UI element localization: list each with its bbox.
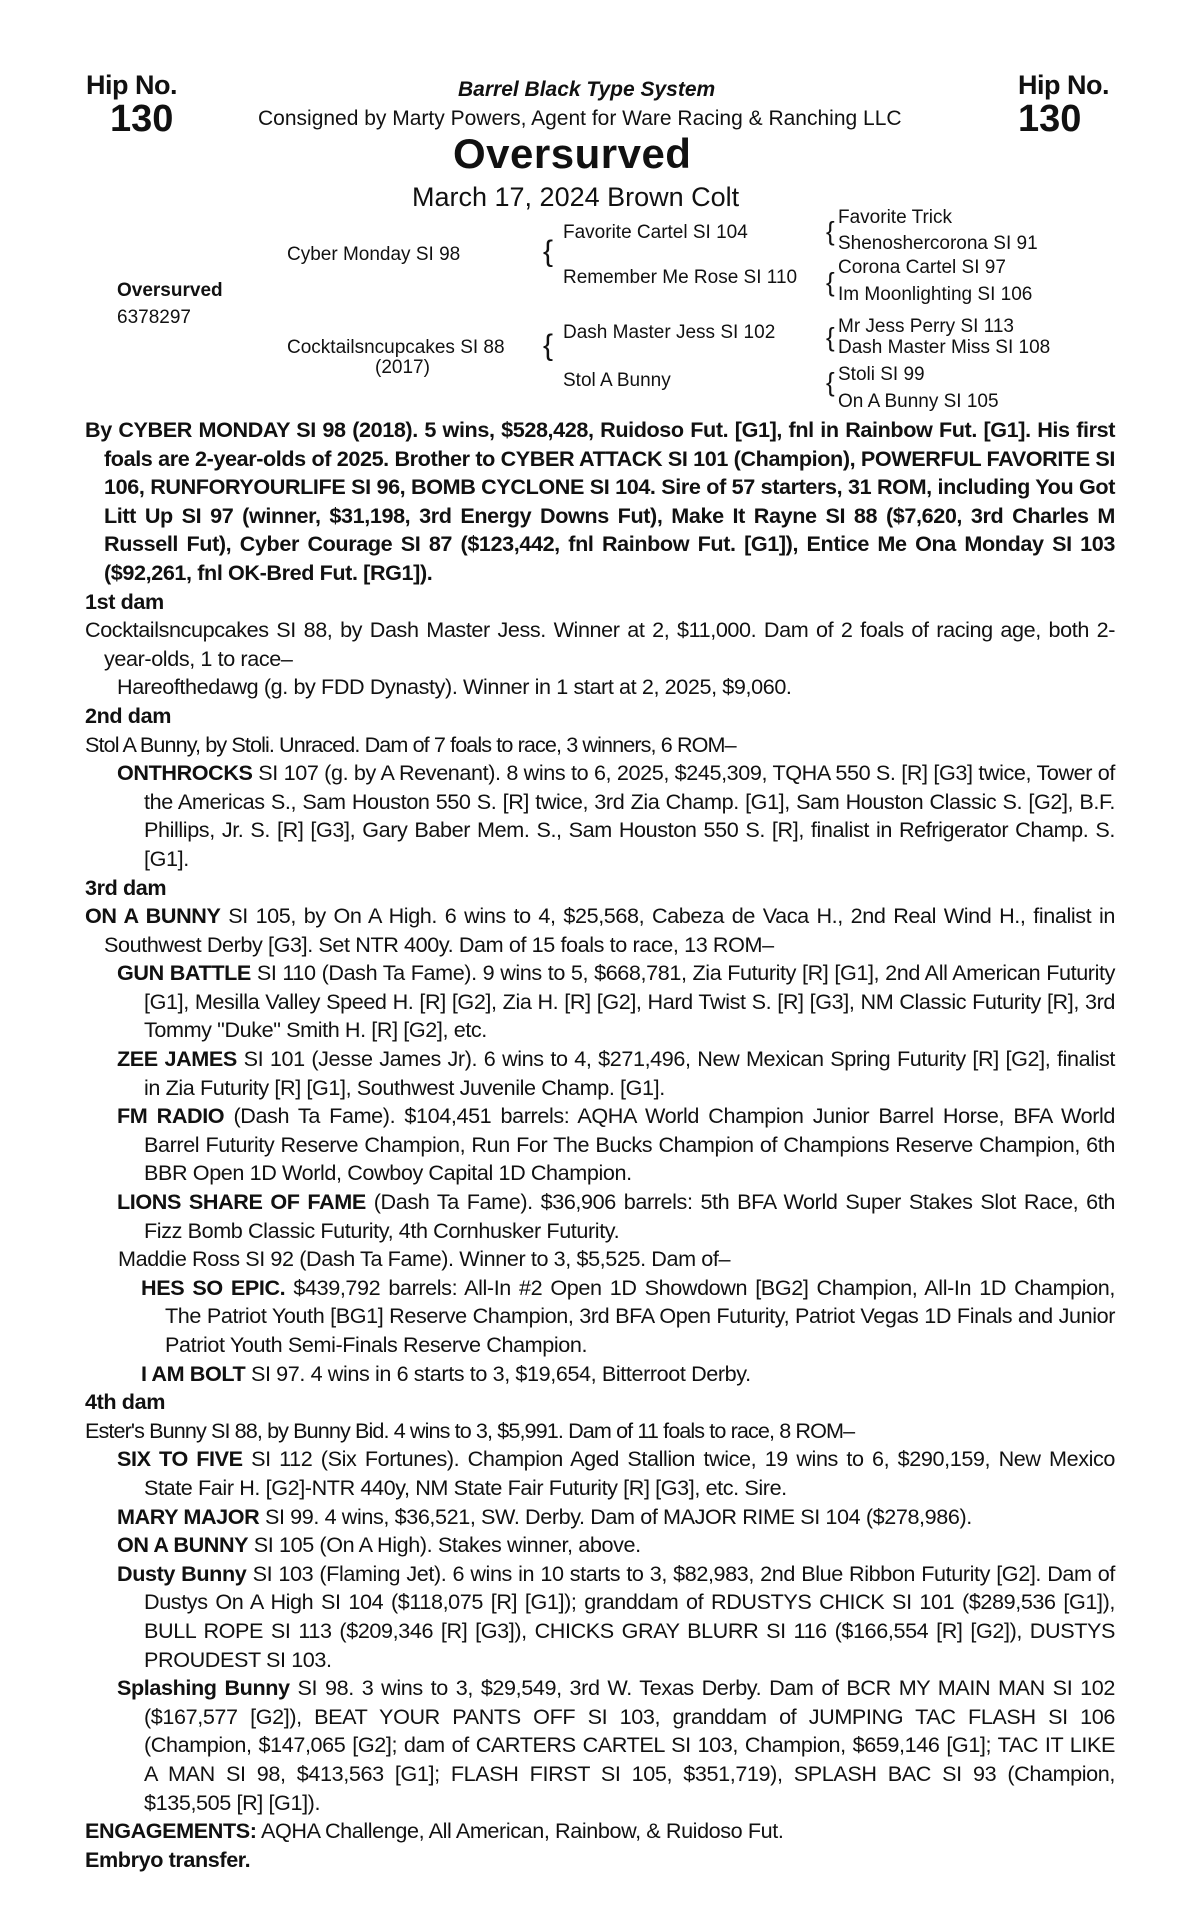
sire-paragraph: By CYBER MONDAY SI 98 (2018). 5 wins, $528,428, Ruidoso Fut. [G1], fnl in Rainbow Fut. [G1]. His first foals are 2-year-olds of 2025. Brother to CYBER ATTACK SI 101 (Champion), POWERFUL FAVORITE SI 106, RUNFORYOURLIFE SI 96, BOMB CYCLONE SI 104. Sire of 57 starters, 31 ROM, including You Got Litt Up SI 97 (winner, $31,198, 3rd Energy Downs Fut), Make It Rayne SI 88 ($7,620, 3rd Charles M Russell Fut), Cyber Courage SI 87 ($123,442, fnl Rainbow Fut. [G1]), Entice Me Ona Monday SI 103 ($92,261, fnl OK-Bred Fut. [RG1]).	[85, 417, 1115, 585]
consignor-line: Consigned by Marty Powers, Agent for Ware Racing & Ranching LLC	[258, 107, 902, 130]
dam4-produce-1	[85, 1445, 1115, 1502]
pedigree-gg8: On A Bunny SI 105	[838, 391, 999, 412]
produce-text: SI 107 (g. by A Revenant). 8 wins to 6, 2025, $245,309, TQHA 550 S. [R] [G3] twice, Tower of the Americas S., Sam Houston 550 S. [R] twice, 3rd Zia Champ. [G1], Sam Houston Classic S. [G2], B.F. Phillips, Jr. S. [R] [G3], Gary Baber Mem. S., Sam Houston 550 S. [R], finalist in Refrigerator Champ. S. [G1].	[144, 760, 1115, 871]
produce-name: LIONS SHARE OF FAME	[117, 1189, 366, 1215]
brace-g4: {	[826, 367, 835, 397]
pedigree-gg2: Shenoshercorona SI 91	[838, 233, 1038, 254]
dam4-text: Ester's Bunny SI 88, by Bunny Bid. 4 wins to 3, $5,991. Dam of 11 foals to race, 8 ROM–	[85, 1417, 855, 1443]
produce-name: HES SO EPIC.	[141, 1274, 286, 1300]
engagements	[85, 1817, 1115, 1846]
pedigree-sire-sire: Favorite Cartel SI 104	[563, 222, 748, 243]
dam3-produce-5: Maddie Ross SI 92 (Dash Ta Fame). Winner to 3, $5,525. Dam of–	[118, 1246, 731, 1272]
hip-label-right: Hip No.	[1018, 70, 1109, 100]
produce-name: I AM BOLT	[141, 1360, 246, 1386]
registration-number: 6378297	[117, 307, 191, 328]
dam2-produce-1	[85, 759, 1115, 873]
produce-text: $439,792 barrels: All-In #2 Open 1D Showdown [BG2] Champion, All-In 1D Champion, The Patriot Youth [BG1] Reserve Champion, 3rd BFA Open Futurity, Patriot Vegas 1D Finals and Junior Patriot Youth Semi-Finals Reserve Champion.	[165, 1274, 1115, 1357]
embryo-transfer: Embryo transfer.	[85, 1846, 251, 1872]
produce-name: GUN BATTLE	[117, 960, 251, 986]
produce-text: SI 101 (Jesse James Jr). 6 wins to 4, $271,496, New Mexican Spring Futurity [R] [G2], finalist in Zia Futurity [R] [G1], Southwest Juvenile Champ. [G1].	[144, 1046, 1116, 1100]
pedigree-gg6: Dash Master Miss SI 108	[838, 337, 1051, 358]
pedigree-gg3: Corona Cartel SI 97	[838, 257, 1006, 278]
hip-number-right: 130	[1018, 98, 1082, 140]
produce-text: SI 105 (On A High). Stakes winner, above.	[248, 1532, 641, 1558]
dam3-produce-4	[85, 1188, 1115, 1245]
dam3-grandproduce-1	[85, 1274, 1115, 1360]
dam2-heading: 2nd dam	[85, 702, 171, 728]
produce-name: ON A BUNNY	[117, 1532, 249, 1558]
pedigree-sire-dam: Remember Me Rose SI 110	[563, 267, 798, 288]
dam4-produce-3	[85, 1531, 1115, 1560]
catalog-body	[85, 416, 1115, 1874]
dam1-text: Cocktailsncupcakes SI 88, by Dash Master Jess. Winner at 2, $11,000. Dam of 2 foals of racing age, both 2-year-olds, 1 to race–	[85, 617, 1115, 671]
produce-name: ZEE JAMES	[117, 1046, 237, 1072]
dam2-text: Stol A Bunny, by Stoli. Unraced. Dam of 7 foals to race, 3 winners, 6 ROM–	[85, 731, 736, 757]
pedigree-dam-dam: Stol A Bunny	[563, 370, 671, 391]
pedigree-subject: Oversurved	[117, 280, 223, 301]
dam4-produce-2	[85, 1503, 1115, 1532]
dam4-produce-5	[85, 1674, 1115, 1817]
dam4-heading: 4th dam	[85, 1389, 165, 1415]
produce-text: (Dash Ta Fame). $104,451 barrels: AQHA World Champion Junior Barrel Horse, BFA World Barrel Futurity Reserve Champion, Run For The Bucks Champion of Champions Reserve Champion, 6th BBR Open 1D World, Cowboy Capital 1D Champion.	[144, 1103, 1115, 1186]
produce-text: SI 110 (Dash Ta Fame). 9 wins to 5, $668,781, Zia Futurity [R] [G1], 2nd All American Futurity [G1], Mesilla Valley Speed H. [R] [G2], Zia H. [R] [G2], Hard Twist S. [R] [G3], NM Classic Futurity [R], 3rd Tommy "Duke" Smith H. [R] [G2], etc.	[144, 960, 1115, 1043]
engagements-label: ENGAGEMENTS:	[85, 1818, 257, 1844]
brace-sire-line: {	[543, 235, 554, 268]
pedigree-dam-year: (2017)	[375, 357, 430, 378]
system-title: Barrel Black Type System	[458, 78, 716, 101]
brace-g1: {	[826, 216, 835, 246]
produce-name: SIX TO FIVE	[117, 1446, 243, 1472]
pedigree-dam-sire: Dash Master Jess SI 102	[563, 322, 776, 343]
dam3-record: SI 105, by On A High. 6 wins to 4, $25,568, Cabeza de Vaca H., 2nd Real Wind H., finalist in Southwest Derby [G3]. Set NTR 400y. Dam of 15 foals to race, 13 ROM–	[104, 903, 1115, 957]
dam3-name: ON A BUNNY	[85, 903, 221, 929]
brace-g3: {	[826, 322, 835, 352]
dam3-produce-3	[85, 1102, 1115, 1188]
produce-name: Dusty Bunny	[117, 1560, 247, 1586]
brace-dam-line: {	[543, 329, 554, 362]
hip-label-left: Hip No.	[86, 70, 177, 100]
produce-name: FM RADIO	[117, 1103, 225, 1129]
dam3-produce-1	[85, 959, 1115, 1045]
hip-number-left: 130	[110, 98, 174, 140]
produce-text: (Dash Ta Fame). $36,906 barrels: 5th BFA World Super Stakes Slot Race, 6th Fizz Bomb Classic Futurity, 4th Cornhusker Futurity.	[144, 1189, 1115, 1243]
engagements-text: AQHA Challenge, All American, Rainbow, & Ruidoso Fut.	[256, 1818, 784, 1844]
pedigree-gg7: Stoli SI 99	[838, 364, 925, 385]
foaling-info: March 17, 2024 Brown Colt	[412, 182, 740, 212]
pedigree-gg1: Favorite Trick	[838, 207, 953, 228]
pedigree-sire: Cyber Monday SI 98	[287, 244, 461, 265]
dam4-produce-4	[85, 1560, 1115, 1674]
horse-name: Oversurved	[453, 130, 692, 177]
dam1-heading: 1st dam	[85, 588, 164, 614]
produce-text: SI 103 (Flaming Jet). 6 wins in 10 starts to 3, $82,983, 2nd Blue Ribbon Futurity [G2]. Dam of Dustys On A High SI 104 ($118,075 [R] [G1]); granddam of RDUSTYS CHICK SI 101 ($289,536 [G1]), BULL ROPE SI 113 ($209,346 [R] [G3]), CHICKS GRAY BLURR SI 116 ($166,554 [R] [G2]), DUSTYS PROUDEST SI 103.	[144, 1560, 1115, 1672]
produce-name: Splashing Bunny	[117, 1675, 290, 1701]
pedigree-gg4: Im Moonlighting SI 106	[838, 284, 1033, 305]
dam3-text	[85, 902, 1115, 959]
pedigree-gg5: Mr Jess Perry SI 113	[838, 316, 1014, 337]
produce-name: ONTHROCKS	[117, 760, 253, 786]
produce-name: MARY MAJOR	[117, 1503, 260, 1529]
produce-text: SI 97. 4 wins in 6 starts to 3, $19,654, Bitterroot Derby.	[245, 1360, 751, 1386]
dam3-heading: 3rd dam	[85, 874, 167, 900]
produce-text: SI 99. 4 wins, $36,521, SW. Derby. Dam of MAJOR RIME SI 104 ($278,986).	[259, 1503, 972, 1529]
dam1-produce: Hareofthedawg (g. by FDD Dynasty). Winner in 1 start at 2, 2025, $9,060.	[117, 674, 792, 700]
produce-text: SI 112 (Six Fortunes). Champion Aged Stallion twice, 19 wins to 6, $290,159, New Mexico State Fair H. [G2]-NTR 440y, NM State Fair Futurity [R] [G3], etc. Sire.	[144, 1446, 1115, 1500]
dam3-grandproduce-2	[85, 1360, 1115, 1389]
pedigree-dam: Cocktailsncupcakes SI 88	[287, 337, 505, 358]
brace-g2: {	[826, 267, 835, 297]
dam3-produce-2	[85, 1045, 1115, 1102]
produce-text: SI 98. 3 wins to 3, $29,549, 3rd W. Texas Derby. Dam of BCR MY MAIN MAN SI 102 ($167,577 [G2]), BEAT YOUR PANTS OFF SI 103, granddam of JUMPING TAC FLASH SI 106 (Champion, $147,065 [G2]; dam of CARTERS CARTEL SI 103, Champion, $659,146 [G1]; TAC IT LIKE A MAN SI 98, $413,563 [G1]; FLASH FIRST SI 105, $351,719), SPLASH BAC SI 93 (Champion, $135,505 [R] [G1]).	[144, 1675, 1115, 1815]
